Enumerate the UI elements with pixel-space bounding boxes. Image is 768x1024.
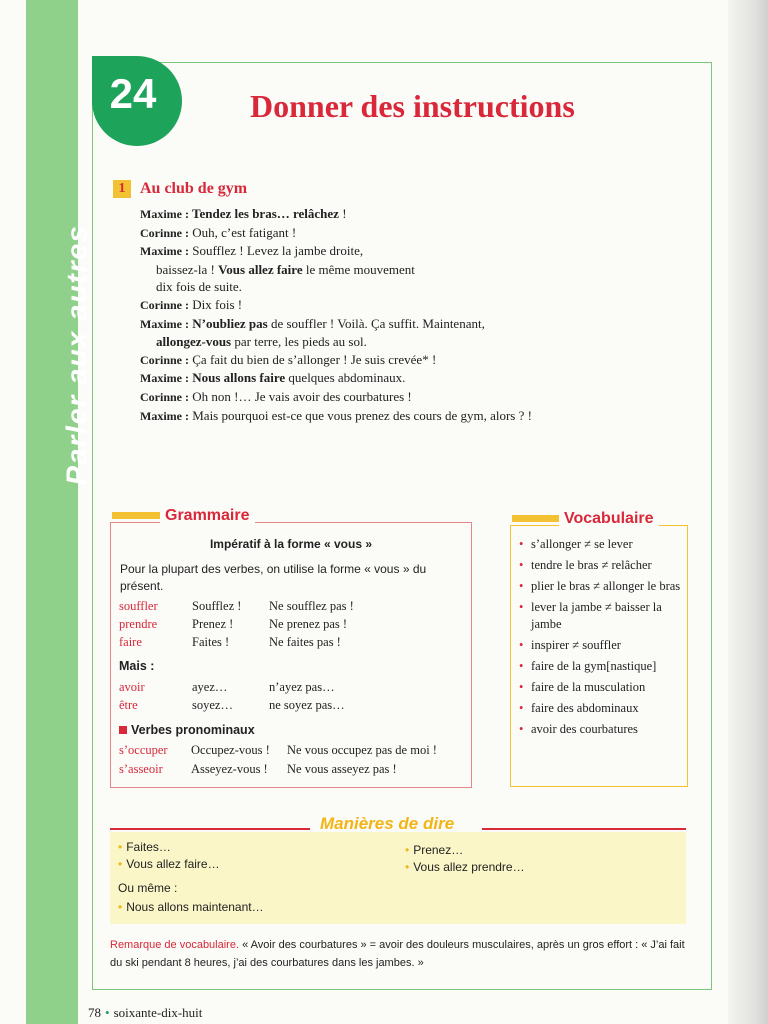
grammar-heading-bar [112,512,160,519]
dialogue-text: Ça fait du bien de s’allonger ! Je suis crevée* ! [189,351,437,367]
dialogue-line [140,333,640,351]
vocabulary-item [519,599,685,633]
grammar-verb: prendre [119,617,158,631]
grammar-negative: Ne faites pas ! [269,635,341,649]
dialogue-text: Soufflez ! Levez la jambe droite, [188,243,364,259]
grammar-affirmative: Faites ! [192,635,230,649]
vocabulary-text: tendre le bras ≠ relâcher [531,558,652,572]
dialogue-text: par terre, les pieds au sol. [231,334,367,350]
page-title: Donner des instructions [250,88,575,124]
sidebar-chapter-label: Parler aux autres [61,224,94,486]
vocabulary-box [510,525,688,787]
grammar-pronominal-label: Verbes pronominaux [131,723,255,737]
grammar-negative: n’ayez pas… [269,680,335,694]
grammar-negative: ne soyez pas… [269,698,345,712]
grammar-verb: avoir [119,680,145,694]
dialogue-text: Ouh, c’est fatigant ! [189,224,297,240]
dialogue-line [140,278,640,296]
vocabulary-text: faire des abdominaux [531,701,639,715]
dialogue-text: Oh non !… Je vais avoir des courbatures ! [189,388,412,404]
grammar-verb: faire [119,635,142,649]
dialogue-text: le même mouvement [302,261,415,277]
expression-text: Nous allons maintenant… [126,900,264,914]
dialogue-text: de souffler ! Voilà. Ça suffit. Maintenant, [267,315,485,331]
dialogue-line [140,388,640,407]
vocabulary-text: plier le bras ≠ allonger le bras [531,579,681,593]
bullet-icon: • [405,860,410,874]
vocabulary-text: avoir des courbatures [531,722,638,736]
bullet-icon: • [519,638,524,652]
bullet-icon: • [519,579,524,593]
expression-text: Prenez… [413,843,464,857]
grammar-verb: souffler [119,599,158,613]
vocabulary-text: s’allonger ≠ se lever [531,537,633,551]
dialogue-speaker: Maxime : [140,316,189,331]
bullet-icon: • [519,659,524,673]
dialogue-text: Nous allons faire [188,370,286,386]
dialogue-text: ! [338,206,347,221]
vocabulary-title: Vocabulaire [559,510,659,528]
dialogue-text: baissez-la ! [156,261,219,277]
expression-item [405,843,463,857]
expression-text: Vous allez faire… [126,857,220,871]
expressions-rule-right [482,828,686,830]
red-square-icon [119,726,127,734]
vocabulary-item [519,679,685,696]
dialogue-text: Mais pourquoi est-ce que vous prenez des cours de gym, alors ? ! [188,407,532,423]
grammar-affirmative: Prenez ! [192,617,234,631]
vocabulary-item [519,557,685,574]
vocabulary-item [519,637,685,654]
dialogue-line [140,296,640,315]
expression-text: Vous allez prendre… [413,860,525,874]
grammar-title: Grammaire [160,507,255,525]
page-number-words: soixante-dix-huit [113,1005,203,1020]
dialogue-text: quelques abdominaux. [285,370,406,386]
vocabulary-item [519,721,685,738]
dialogue-speaker: Corinne : [140,297,189,312]
bullet-icon: • [118,857,123,871]
grammar-negative: Ne vous asseyez pas ! [287,762,397,776]
dialogue-line [140,205,640,224]
dialogue-speaker: Maxime : [140,408,189,423]
bullet-icon: • [105,1005,110,1020]
dialogue [140,205,640,425]
expression-text: Faites… [126,840,171,854]
chapter-sidebar [26,0,94,1024]
bullet-icon: • [118,840,123,854]
dialogue-line [140,351,640,370]
expressions-ou-meme: Ou même : [118,881,178,895]
expression-item [118,840,171,854]
vocabulary-item [519,658,685,675]
grammar-pronominal-heading [119,723,255,737]
dialogue-text: dix fois de suite. [156,279,242,295]
dialogue-line [140,261,640,279]
dialogue-line [140,224,640,243]
expressions-rule-left [110,828,310,830]
dialogue-text: Tendez les bras… relâchez [188,206,339,221]
grammar-intro: Pour la plupart des verbes, on utilise la forme « vous » du présent. [120,562,427,593]
remark-text: « Avoir des courbatures » = avoir des douleurs musculaires, après un gros effort : « J’ai fait du ski pendant 8 heures, j’ai des courbatures dans les jambes. » [110,939,685,969]
grammar-negative: Ne vous occupez pas de moi ! [287,743,437,757]
remark-label: Remarque de vocabulaire. [110,939,240,951]
dialogue-speaker: Maxime : [140,244,189,259]
dialogue-text: allongez-vous [156,334,232,350]
vocabulary-list [519,536,685,742]
expression-item [118,900,264,914]
dialogue-speaker: Maxime : [140,371,189,386]
vocabulary-text: faire de la musculation [531,680,646,694]
dialogue-text: Dix fois ! [189,296,243,312]
bullet-icon: • [519,722,524,736]
bullet-icon: • [405,843,410,857]
bullet-icon: • [519,558,524,572]
grammar-verb: être [119,698,138,712]
grammar-mais-label: Mais : [119,659,155,673]
bullet-icon: • [519,680,524,694]
expression-item [118,857,220,871]
dialogue-speaker: Corinne : [140,389,189,404]
grammar-negative: Ne soufflez pas ! [269,599,354,613]
grammar-affirmative: ayez… [192,680,228,694]
dialogue-line [140,242,640,261]
grammar-box [110,522,472,788]
dialogue-line [140,315,640,334]
vocabulary-item [519,578,685,595]
grammar-affirmative: Soufflez ! [192,599,242,613]
grammar-affirmative: Asseyez-vous ! [191,762,268,776]
page-number: 78 [88,1005,101,1020]
grammar-affirmative: Occupez-vous ! [191,743,270,757]
grammar-subtitle: Impératif à la forme « vous » [209,537,373,551]
dialogue-speaker: Corinne : [140,352,189,367]
vocabulary-text: faire de la gym[nastique] [531,659,657,673]
dialogue-speaker: Maxime : [140,207,189,221]
dialogue-line [140,407,640,426]
dialogue-line [140,369,640,388]
section-title: Au club de gym [140,180,248,197]
bullet-icon: • [519,537,524,551]
bullet-icon: • [118,900,123,914]
unit-number: 24 [109,70,157,117]
vocabulary-text: inspirer ≠ souffler [531,638,621,652]
expression-item [405,860,525,874]
vocabulary-heading-bar [512,515,560,522]
bullet-icon: • [519,701,524,715]
grammar-negative: Ne prenez pas ! [269,617,348,631]
bullet-icon: • [519,600,524,614]
grammar-verb: s’asseoir [119,762,163,776]
vocabulary-remark [110,936,686,972]
vocabulary-text: lever la jambe ≠ baisser la jambe [531,600,662,631]
grammar-verb: s’occuper [119,743,168,757]
vocabulary-item [519,700,685,717]
vocabulary-item [519,536,685,553]
dialogue-text: Vous allez faire [218,261,303,277]
dialogue-speaker: Corinne : [140,225,189,240]
dialogue-text: N’oubliez pas [188,315,268,331]
page-footer [88,1005,202,1021]
book-spine-shadow [728,0,768,1024]
section-number: 1 [113,180,131,198]
expressions-title: Manières de dire [320,814,455,833]
grammar-affirmative: soyez… [192,698,233,712]
